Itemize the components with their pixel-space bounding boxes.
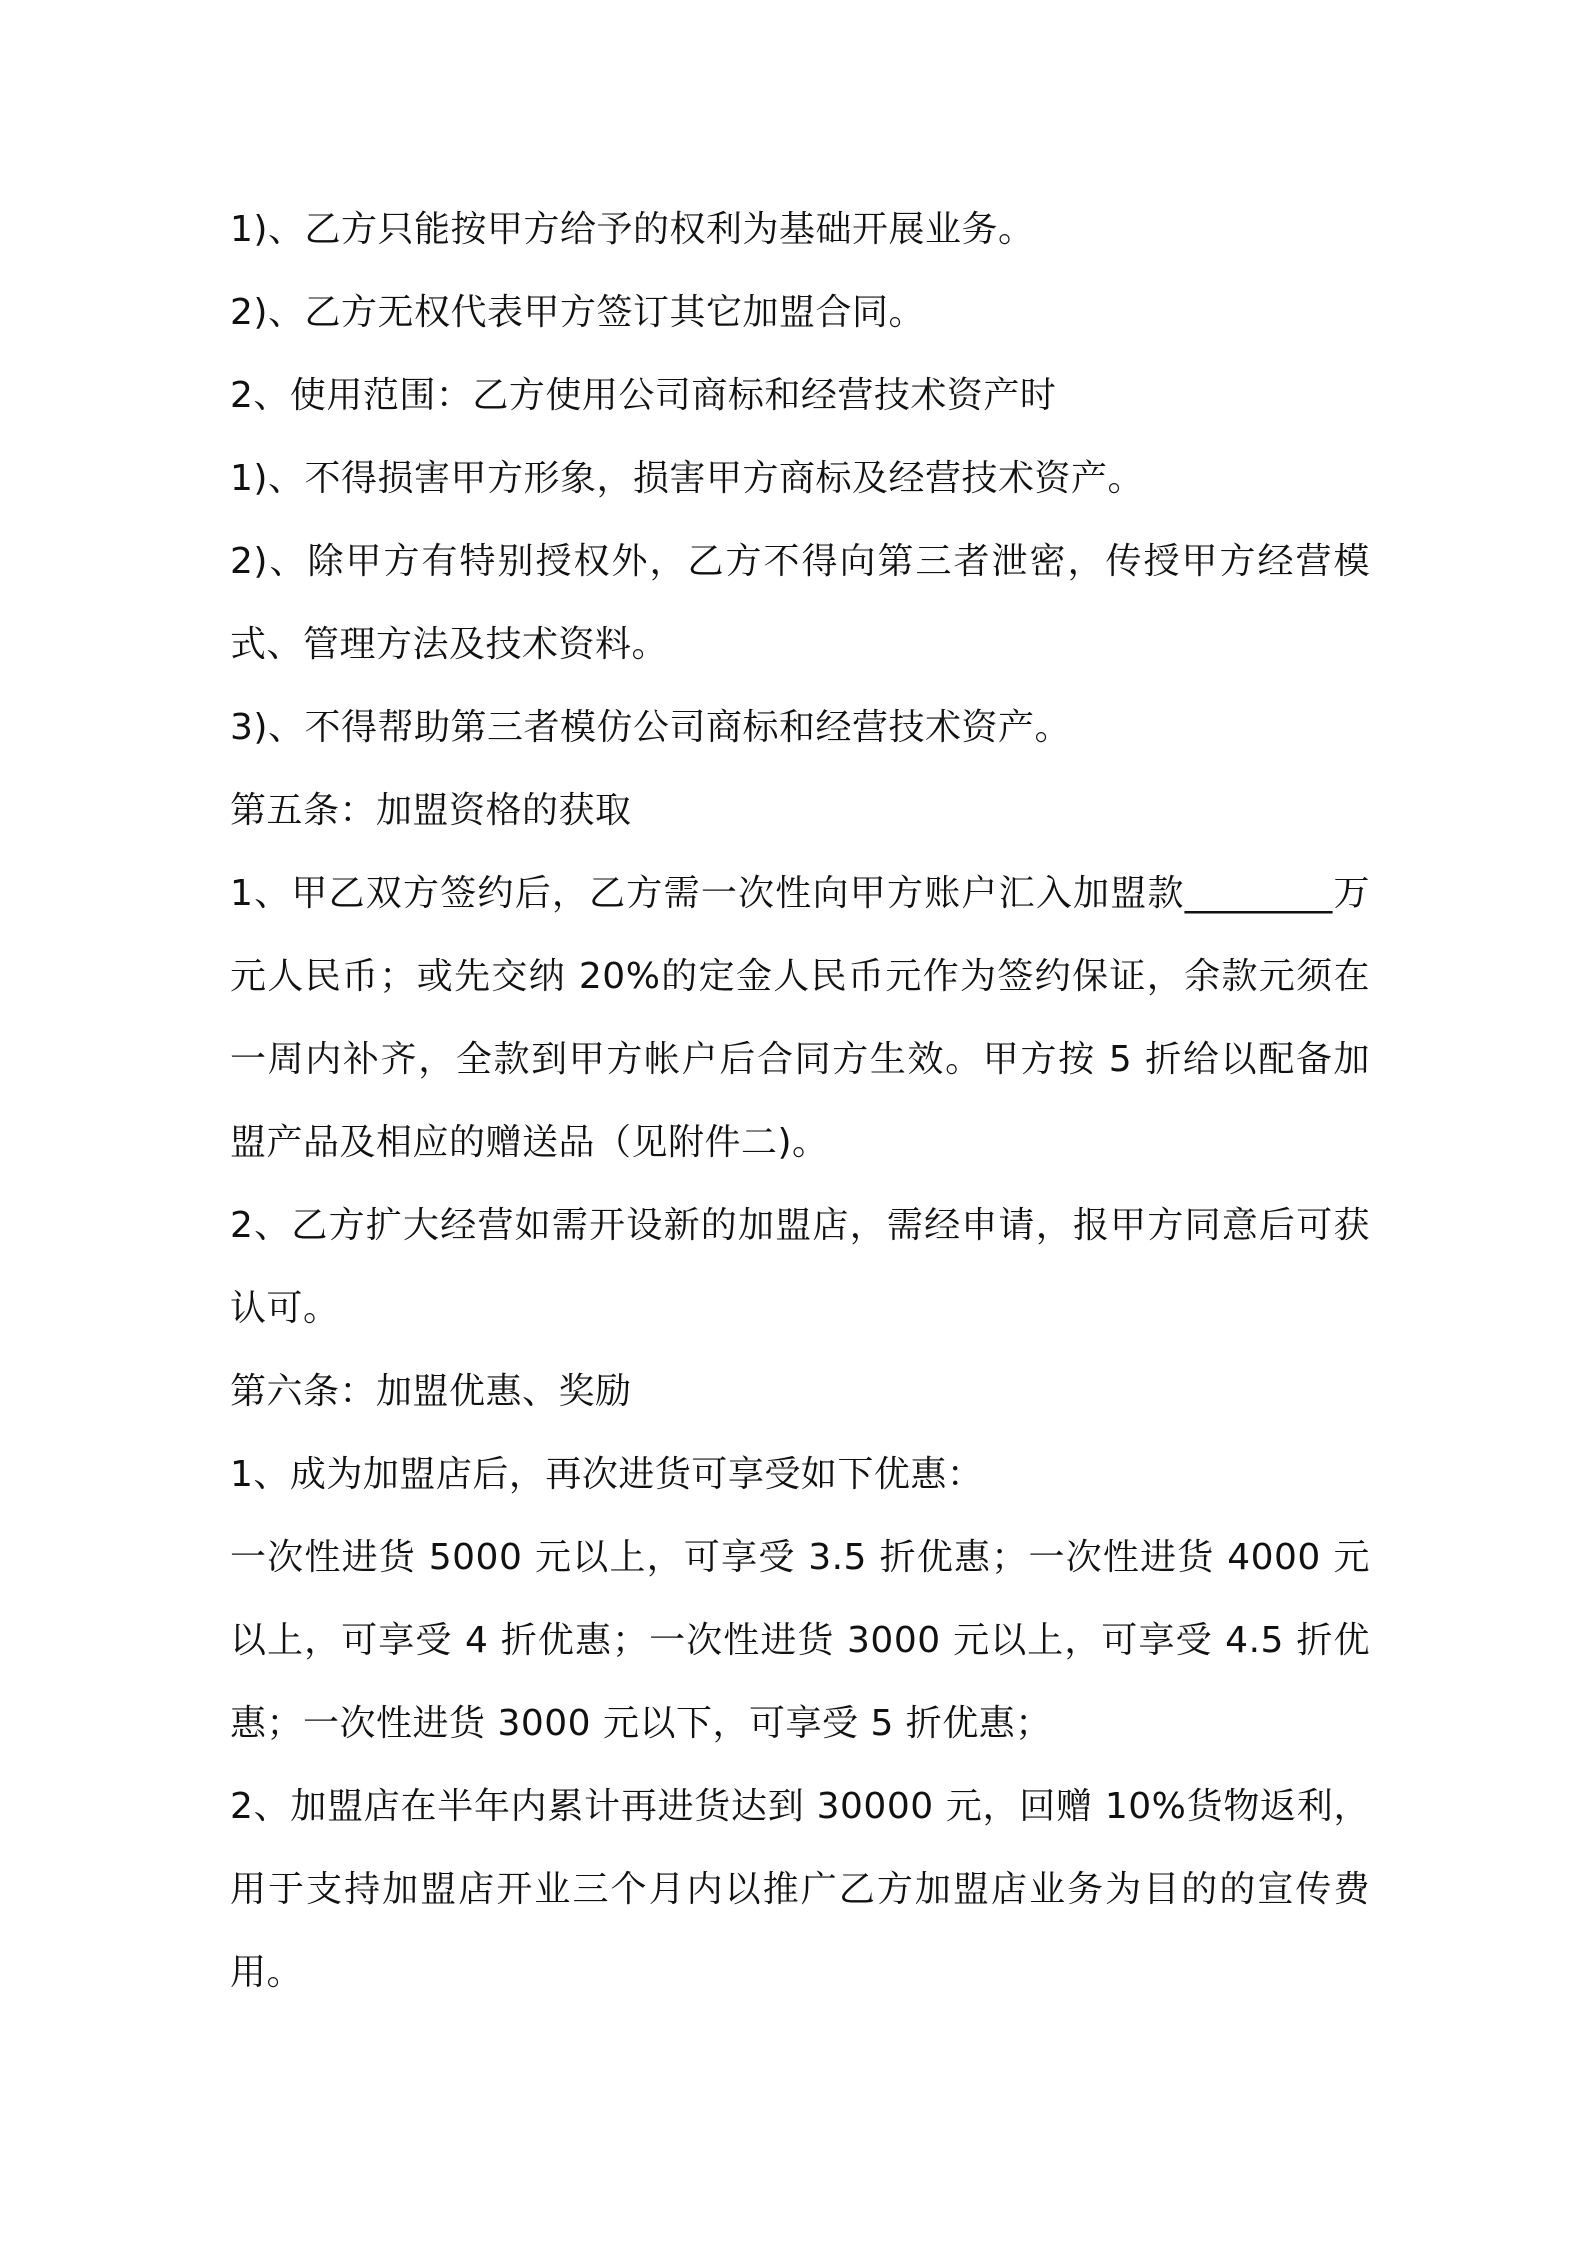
article-5-item-1: 1、甲乙双方签约后，乙方需一次性向甲方账户汇入加盟款________万元人民币；或先交纳 20%的定金人民币元作为签约保证，余款元须在一周内补齐，全款到甲方帐户后合同方生效。甲方按 5 折给以配备加盟产品及相应的赠送品（见附件二)。 — [230, 873, 1370, 1163]
article-6-item-2: 2、加盟店在半年内累计再进货达到 30000 元，回赠 10%货物返利，用于支持加盟店开业三个月内以推广乙方加盟店业务为目的的宣传费用。 — [230, 1786, 1370, 1993]
clause-item-1-1: 1)、乙方只能按甲方给予的权利为基础开展业务。 — [230, 209, 1035, 250]
clause-item-2-1: 1)、不得损害甲方形象，损害甲方商标及经营技术资产。 — [230, 458, 1144, 499]
article-6-heading: 第六条：加盟优惠、奖励 — [230, 1371, 632, 1412]
clause-item-2-3: 3)、不得帮助第三者模仿公司商标和经营技术资产。 — [230, 707, 1071, 748]
article-5-heading: 第五条：加盟资格的获取 — [230, 790, 632, 831]
clause-item-1-2: 2)、乙方无权代表甲方签订其它加盟合同。 — [230, 292, 925, 333]
document-body — [230, 188, 1370, 2014]
clause-item-2-2: 2)、除甲方有特别授权外，乙方不得向第三者泄密，传授甲方经营模式、管理方法及技术资料。 — [230, 541, 1370, 665]
clause-usage-scope: 2、使用范围：乙方使用公司商标和经营技术资产时 — [230, 375, 1057, 416]
article-6-item-1: 1、成为加盟店后，再次进货可享受如下优惠： — [230, 1454, 984, 1495]
discount-tiers: 一次性进货 5000 元以上，可享受 3.5 折优惠；一次性进货 4000 元以上，可享受 4 折优惠；一次性进货 3000 元以上，可享受 4.5 折优惠；一次性进货 3000 元以下，可享受 5 折优惠； — [230, 1537, 1370, 1744]
article-5-item-2: 2、乙方扩大经营如需开设新的加盟店，需经申请，报甲方同意后可获认可。 — [230, 1205, 1370, 1329]
